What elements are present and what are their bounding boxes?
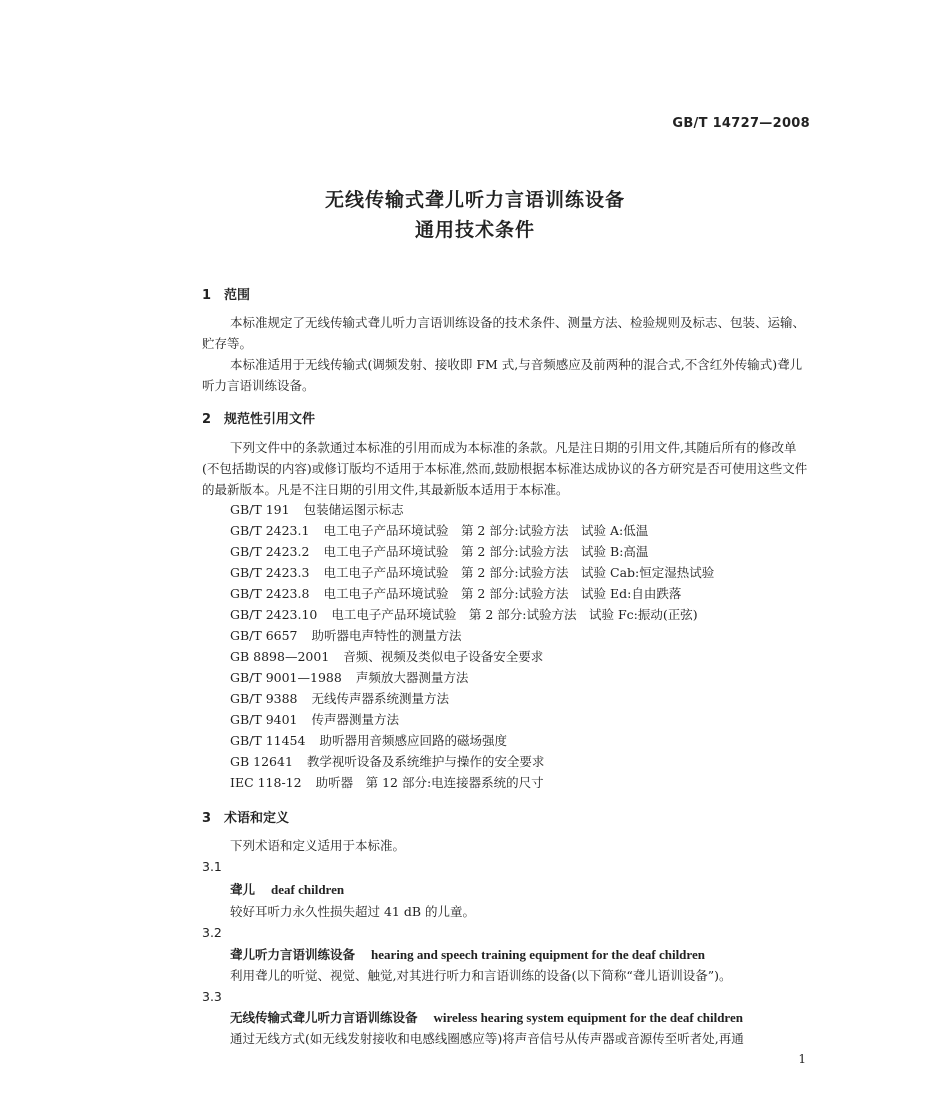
term-definition: 通过无线方式(如无线发射接收和电感线圈感应等)将声音信号从传声器或音源传至听者处,再通 [230,1031,744,1046]
reference-item [230,710,399,730]
reference-code: GB/T 191 [230,502,290,517]
standard-number: GB/T 14727—2008 [672,116,810,131]
term-number: 3.2 [202,925,222,940]
terms-intro: 下列术语和定义适用于本标准。 [230,838,406,853]
reference-title: 包装储运图示标志 [303,502,404,517]
reference-code: IEC 118-12 [230,775,302,790]
reference-title: 无线传声器系统测量方法 [311,691,450,706]
reference-title: 电工电子产品环境试验 第 2 部分:试验方法 试验 Ed:自由跌落 [323,586,682,601]
reference-title: 声频放大器测量方法 [355,670,469,685]
reference-code: GB/T 9388 [230,691,298,706]
scope-paragraph-2: 本标准适用于无线传输式(调频发射、接收即 FM 式,与音频感应及前两种的混合式,不含红外传输式)聋儿听力言语训练设备。 [202,357,803,393]
section-title: 范围 [224,288,251,303]
term-definition: 较好耳听力永久性损失超过 41 dB 的儿童。 [230,904,476,919]
reference-item [230,752,544,772]
term-definition: 利用聋儿的听觉、视觉、触觉,对其进行听力和言语训练的设备(以下简称“聋儿语训设备”)。 [230,968,732,983]
reference-item [230,626,462,646]
reference-item [230,731,507,751]
reference-title: 电工电子产品环境试验 第 2 部分:试验方法 试验 Cab:恒定湿热试验 [323,565,715,580]
reference-item [230,689,449,709]
scope-paragraph-1: 本标准规定了无线传输式聋儿听力言语训练设备的技术条件、测量方法、检验规则及标志、包装、运输、贮存等。 [202,315,806,351]
document-title-line2: 通用技术条件 [414,219,535,241]
reference-item [230,668,468,688]
term-number: 3.1 [202,859,222,874]
term-heading [230,1008,743,1026]
reference-title: 助听器 第 12 部分:电连接器系统的尺寸 [315,775,544,790]
section-number: 3 [202,811,212,826]
reference-code: GB/T 9001—1988 [230,670,342,685]
reference-item [230,647,543,667]
reference-code: GB/T 2423.2 [230,544,310,559]
references-intro-paragraph: 下列文件中的条款通过本标准的引用而成为本标准的条款。凡是注日期的引用文件,其随后所有的修改单(不包括勘误的内容)或修订版均不适用于本标准,然而,鼓励根据本标准达成协议的各方研究是否可使用这些文件的最新版本。凡是不注日期的引用文件,其最新版本适用于本标准。 [202,440,808,497]
reference-code: GB/T 2423.3 [230,565,310,580]
reference-title: 教学视听设备及系统维护与操作的安全要求 [306,754,545,769]
term-chinese: 无线传输式聋儿听力言语训练设备 [230,1010,418,1025]
reference-title: 电工电子产品环境试验 第 2 部分:试验方法 试验 Fc:振动(正弦) [331,607,698,622]
reference-title: 助听器用音频感应回路的磁场强度 [319,733,507,748]
reference-code: GB/T 6657 [230,628,298,643]
section-2-heading [202,408,315,427]
reference-item [230,563,714,583]
reference-code: GB/T 11454 [230,733,306,748]
reference-item [230,542,648,562]
reference-code: GB 8898—2001 [230,649,330,664]
term-heading [230,880,344,898]
page-number: 1 [798,1052,806,1066]
reference-title: 助听器电声特性的测量方法 [311,628,462,643]
term-chinese: 聋儿 [230,882,256,897]
section-number: 1 [202,288,212,303]
term-english: wireless hearing system equipment for the deaf children [433,1010,743,1025]
term-number: 3.3 [202,989,222,1004]
reference-item [230,773,544,793]
term-english: deaf children [271,882,345,897]
reference-code: GB 12641 [230,754,293,769]
reference-item [230,500,404,520]
reference-title: 传声器测量方法 [311,712,400,727]
document-title-line1: 无线传输式聋儿听力言语训练设备 [324,189,625,211]
reference-title: 电工电子产品环境试验 第 2 部分:试验方法 试验 B:高温 [323,544,649,559]
reference-code: GB/T 2423.1 [230,523,310,538]
reference-code: GB/T 9401 [230,712,298,727]
term-english: hearing and speech training equipment for the deaf children [371,947,705,962]
reference-item [230,605,698,625]
reference-title: 电工电子产品环境试验 第 2 部分:试验方法 试验 A:低温 [323,523,649,538]
section-title: 术语和定义 [224,811,290,826]
section-title: 规范性引用文件 [224,412,316,427]
reference-item [230,584,681,604]
reference-item [230,521,648,541]
reference-code: GB/T 2423.8 [230,586,310,601]
section-number: 2 [202,412,212,427]
term-chinese: 聋儿听力言语训练设备 [230,947,356,962]
reference-title: 音频、视频及类似电子设备安全要求 [343,649,544,664]
reference-code: GB/T 2423.10 [230,607,318,622]
section-1-heading [202,284,250,303]
section-3-heading [202,807,289,826]
term-heading [230,945,705,963]
